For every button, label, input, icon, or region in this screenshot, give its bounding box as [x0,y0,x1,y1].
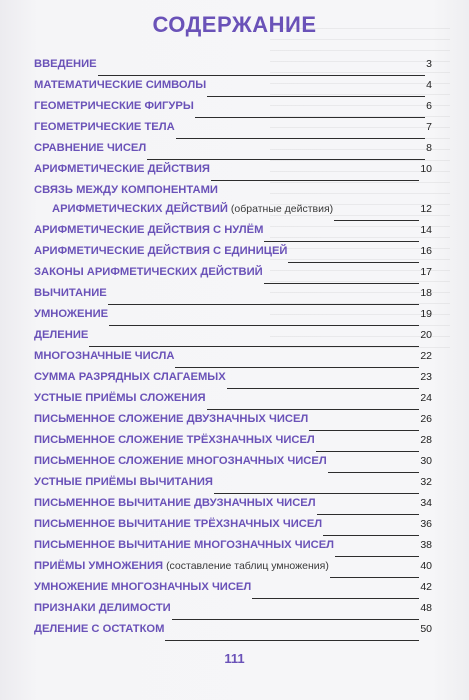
toc-entry [34,413,432,434]
toc-entry-label-continued: АРИФМЕТИЧЕСКИХ ДЕЙСТВИЙ [52,203,228,215]
dot-leader [176,138,425,139]
toc-entry-label: ВВЕДЕНИЕ [34,58,97,70]
toc-entry-label: ПИСЬМЕННОЕ СЛОЖЕНИЕ ТРЁХЗНАЧНЫХ ЧИСЕЛ [34,434,315,446]
toc-entry-label: УМНОЖЕНИЕ МНОГОЗНАЧНЫХ ЧИСЕЛ [34,581,252,593]
dot-leader [147,159,425,160]
dot-leader [252,598,419,599]
dot-leader [317,514,420,515]
toc-entry-page: 26 [420,413,432,425]
toc-entry [34,100,432,121]
toc-entry-label: СВЯЗЬ МЕЖДУ КОМПОНЕНТАМИ [34,184,218,196]
dot-leader [309,430,419,431]
toc-entry-note: (обратные действия) [230,203,334,215]
dot-leader [335,556,419,557]
toc-entry-page: 48 [420,602,432,614]
toc-entry-page: 7 [426,121,432,133]
toc-entry-label: ГЕОМЕТРИЧЕСКИЕ ФИГУРЫ [34,100,194,112]
toc-entry-label: ПРИЁМЫ УМНОЖЕНИЯ [34,560,164,572]
dot-leader [264,241,419,242]
dot-leader [330,577,419,578]
toc-entry-page: 14 [420,224,432,236]
toc-entry-label: ДЕЛЕНИЕ С ОСТАТКОМ [34,623,165,635]
toc-entry [34,434,432,455]
toc-entry [34,350,432,371]
toc-entry-label: АРИФМЕТИЧЕСКИЕ ДЕЙСТВИЯ [34,163,210,175]
toc-entry [34,623,432,644]
toc-entry-page: 19 [420,308,432,320]
toc-entry [34,455,432,476]
toc-entry [34,602,432,623]
page-number: 111 [224,651,245,666]
toc-entry [34,266,432,287]
toc-entry [34,539,432,560]
toc-entry-label: УМНОЖЕНИЕ [34,308,109,320]
toc-entry [34,79,432,100]
dot-leader [323,535,419,536]
dot-leader [109,325,419,326]
dot-leader [207,409,420,410]
toc-entry-page: 17 [420,266,432,278]
toc-entry-page: 3 [426,58,432,70]
toc-entry-page: 28 [420,434,432,446]
toc-entry [34,371,432,392]
toc-entry-page: 10 [420,163,432,175]
dot-leader [89,346,419,347]
toc-entry [34,497,432,518]
toc-entry [34,163,432,184]
toc-entry [34,184,432,224]
toc-entry-label: МАТЕМАТИЧЕСКИЕ СИМВОЛЫ [34,79,207,91]
toc-entry-page: 23 [420,371,432,383]
toc-entry-page: 18 [420,287,432,299]
toc-entry-page: 4 [426,79,432,91]
toc-entry-note: (составление таблиц умножения) [166,560,329,572]
toc-entry-label: ВЫЧИТАНИЕ [34,287,107,299]
toc-entry [34,224,432,245]
toc-entry-page: 22 [420,350,432,362]
toc-entry [34,329,432,350]
toc-entry-page: 24 [420,392,432,404]
dot-leader [207,96,425,97]
toc-entry-page: 16 [420,245,432,257]
dot-leader [175,367,419,368]
toc-entry-label: ПРИЗНАКИ ДЕЛИМОСТИ [34,602,171,614]
toc-entry-label: ПИСЬМЕННОЕ ВЫЧИТАНИЕ МНОГОЗНАЧНЫХ ЧИСЕЛ [34,539,335,551]
toc-entry [34,142,432,163]
toc-entry [34,245,432,266]
toc-entry-page: 32 [420,476,432,488]
toc-entry-page: 6 [426,100,432,112]
toc-entry-label: ГЕОМЕТРИЧЕСКИЕ ТЕЛА [34,121,175,133]
dot-leader [98,75,426,76]
toc-entry-page: 12 [420,203,432,215]
dot-leader [316,451,420,452]
dot-leader [334,220,419,221]
toc-entry-label: ДЕЛЕНИЕ [34,329,89,341]
dot-leader [288,262,419,263]
dot-leader [328,472,420,473]
dot-leader [214,493,419,494]
dot-leader [172,619,420,620]
dot-leader [165,640,419,641]
toc-entry-label: СУММА РАЗРЯДНЫХ СЛАГАЕМЫХ [34,371,226,383]
toc-entry-label: АРИФМЕТИЧЕСКИЕ ДЕЙСТВИЯ С НУЛЁМ [34,224,264,236]
toc-entry-page: 42 [420,581,432,593]
dot-leader [211,180,419,181]
dot-leader [227,388,420,389]
toc-entry [34,518,432,539]
toc-entry [34,121,432,142]
toc-entry [34,560,432,581]
toc-entry-label: СРАВНЕНИЕ ЧИСЕЛ [34,142,147,154]
toc-entry-label: АРИФМЕТИЧЕСКИЕ ДЕЙСТВИЯ С ЕДИНИЦЕЙ [34,245,288,257]
page-title: СОДЕРЖАНИЕ [152,12,317,37]
toc-entry-page: 34 [420,497,432,509]
toc-entry-label: МНОГОЗНАЧНЫЕ ЧИСЛА [34,350,175,362]
dot-leader [195,117,425,118]
toc-entry-label: ПИСЬМЕННОЕ СЛОЖЕНИЕ МНОГОЗНАЧНЫХ ЧИСЕЛ [34,455,327,467]
toc-entry [34,581,432,602]
dot-leader [108,304,420,305]
toc-entry-label: ПИСЬМЕННОЕ СЛОЖЕНИЕ ДВУЗНАЧНЫХ ЧИСЕЛ [34,413,309,425]
table-of-contents [34,58,432,644]
toc-entry [34,308,432,329]
toc-entry-page: 36 [420,518,432,530]
toc-entry-label: ПИСЬМЕННОЕ ВЫЧИТАНИЕ ДВУЗНАЧНЫХ ЧИСЕЛ [34,497,316,509]
toc-entry-page: 40 [420,560,432,572]
toc-entry-page: 20 [420,329,432,341]
toc-entry-label: УСТНЫЕ ПРИЁМЫ ВЫЧИТАНИЯ [34,476,213,488]
toc-entry-page: 38 [420,539,432,551]
toc-entry-label: УСТНЫЕ ПРИЁМЫ СЛОЖЕНИЯ [34,392,206,404]
toc-entry [34,392,432,413]
toc-entry [34,58,432,79]
toc-entry-page: 8 [426,142,432,154]
toc-entry [34,476,432,497]
toc-entry-page: 30 [420,455,432,467]
toc-entry-label: ПИСЬМЕННОЕ ВЫЧИТАНИЕ ТРЁХЗНАЧНЫХ ЧИСЕЛ [34,518,323,530]
toc-entry [34,287,432,308]
toc-entry-label: ЗАКОНЫ АРИФМЕТИЧЕСКИХ ДЕЙСТВИЙ [34,266,263,278]
dot-leader [264,283,420,284]
toc-entry-page: 50 [420,623,432,635]
